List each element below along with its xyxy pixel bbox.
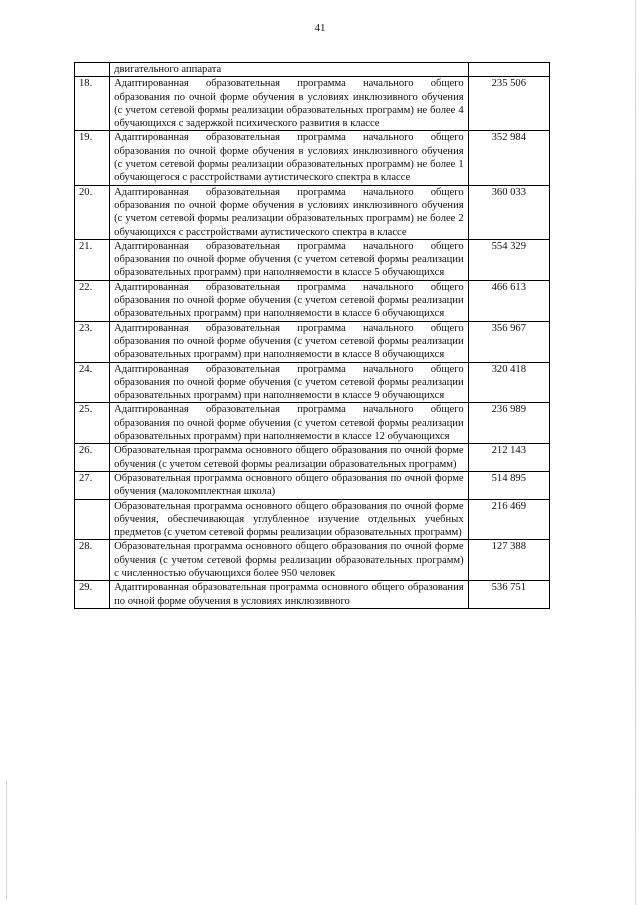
program-description: Адаптированная образовательная программа начального общего образования по очной форме обучения в условиях инклюзивного обучения (с учетом сетевой формы реализации образовательных программ) не более 1 обучающегося с расстройствами аутистического спектра в классе [110,131,469,185]
table-row [75,471,550,499]
table-row [75,444,550,472]
table-row [75,581,550,609]
cost-value: 352 984 [468,131,549,185]
page-number: 41 [314,22,326,34]
program-description: Образовательная программа основного общего образования по очной форме обучения (с учетом сетевой формы реализации образовательных программ) с численностью обучающихся более 950 человек [110,540,469,581]
cost-value: 554 329 [468,239,549,280]
table-row [75,239,550,280]
row-number: 22. [75,280,110,321]
row-number: 18. [75,77,110,131]
cost-value: 514 895 [468,471,549,499]
table-row [75,77,550,131]
program-description: Адаптированная образовательная программа начального общего образования по очной форме обучения (с учетом сетевой формы реализации образовательных программ) при наполняемости в классе 12 обучающихся [110,403,469,444]
row-number: 23. [75,321,110,362]
program-description: Адаптированная образовательная программа основного общего образования по очной форме обучения в условиях инклюзивного [110,581,469,609]
cost-value: 536 751 [468,581,549,609]
cost-value: 466 613 [468,280,549,321]
cost-value: 360 033 [468,185,549,239]
program-description: Адаптированная образовательная программа начального общего образования по очной форме обучения (с учетом сетевой формы реализации образовательных программ) при наполняемости в классе 6 обучающихся [110,280,469,321]
cost-value: 235 506 [468,77,549,131]
program-description: Образовательная программа основного общего образования по очной форме обучения, обеспечивающая углубленное изучение отдельных учебных предметов (с учетом сетевой формы реализации образовательных программ) [110,499,469,540]
program-description: Адаптированная образовательная программа начального общего образования по очной форме обучения в условиях инклюзивного обучения (с учетом сетевой формы реализации образовательных программ) не более 2 обучающихся с расстройствами аутистического спектра в классе [110,185,469,239]
program-description: Адаптированная образовательная программа начального общего образования по очной форме обучения (с учетом сетевой формы реализации образовательных программ) при наполняемости в классе 5 обучающихся [110,239,469,280]
cost-value: 216 469 [468,499,549,540]
table-row [75,362,550,403]
scan-edge-right [635,0,636,905]
cost-value: 127 388 [468,540,549,581]
program-description: двигательного аппарата [110,63,469,77]
row-number [75,499,110,540]
table-row [75,131,550,185]
row-number: 21. [75,239,110,280]
table-row [75,540,550,581]
cost-value [468,63,549,77]
table-row [75,403,550,444]
program-description: Адаптированная образовательная программа начального общего образования по очной форме обучения (с учетом сетевой формы реализации образовательных программ) при наполняемости в классе 9 обучающихся [110,362,469,403]
program-description: Образовательная программа основного общего образования по очной форме обучения (с учетом сетевой формы реализации образовательных программ) [110,444,469,472]
cost-value: 320 418 [468,362,549,403]
table-row [75,321,550,362]
program-description: Образовательная программа основного общего образования по очной форме обучения (малокомплектная школа) [110,471,469,499]
row-number: 19. [75,131,110,185]
program-cost-table [74,62,550,609]
row-number: 25. [75,403,110,444]
table-row [75,499,550,540]
row-number [75,63,110,77]
scan-edge-left [6,780,7,900]
program-description: Адаптированная образовательная программа начального общего образования по очной форме обучения (с учетом сетевой формы реализации образовательных программ) при наполняемости в классе 8 обучающихся [110,321,469,362]
cost-value: 236 989 [468,403,549,444]
table-row [75,63,550,77]
row-number: 26. [75,444,110,472]
cost-value: 212 143 [468,444,549,472]
program-description: Адаптированная образовательная программа начального общего образования по очной форме обучения в условиях инклюзивного обучения (с учетом сетевой формы реализации образовательных программ) не более 4 обучающихся с задержкой психического развития в классе [110,77,469,131]
row-number: 20. [75,185,110,239]
row-number: 29. [75,581,110,609]
row-number: 28. [75,540,110,581]
table-row [75,280,550,321]
row-number: 24. [75,362,110,403]
row-number: 27. [75,471,110,499]
cost-value: 356 967 [468,321,549,362]
table-row [75,185,550,239]
